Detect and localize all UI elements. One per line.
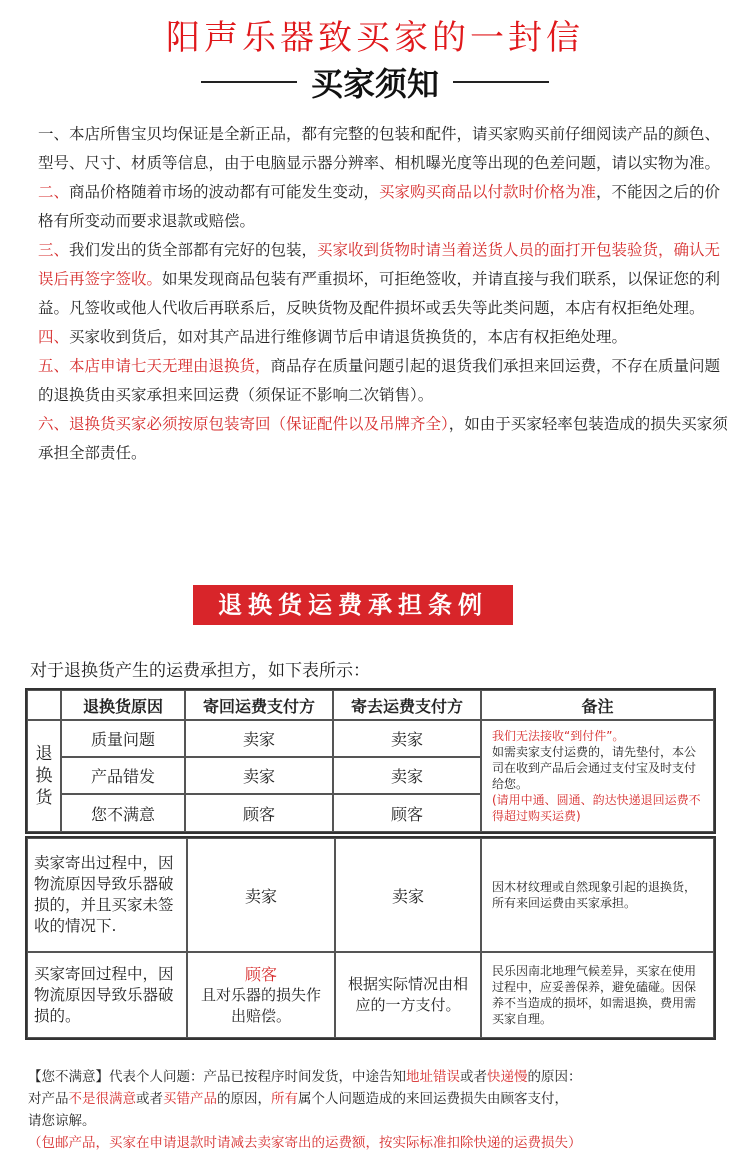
footer-line-3: 请您谅解。: [28, 1113, 96, 1129]
section-heading-text: 买家须知: [310, 65, 439, 103]
return-shipping-table: [25, 688, 716, 834]
table-row-back: 顾客: [185, 794, 333, 832]
table-row-send: 卖家: [333, 757, 481, 794]
seller-shipping-damage-label: 卖家寄出过程中，因物流原因导致乐器破损的，并且买家未签收的情况下.: [27, 838, 187, 952]
remarks-cell: 我们无法接收“到付件”。 如需卖家支付运费的，请先垫付，本公司在收到产品后会通过支付宝及时支付给您。 (请用中通、圆通、韵达快递退回运费不得超过购买运费): [481, 720, 714, 832]
table-intro: 对于退换货产生的运费承担方，如下表所示：: [30, 661, 370, 681]
table-row-send: 顾客: [333, 794, 481, 832]
table-row-back: 卖家: [185, 757, 333, 794]
buyer-shipping-back: 顾客 且对乐器的损失作出赔偿。: [187, 952, 335, 1038]
notice-item-4: 四、买家收到货后，如对其产品进行维修调节后申请退货换货的，本店有权拒绝处理。: [38, 328, 628, 346]
section-heading: [0, 62, 750, 102]
buyer-shipping-damage-label: 买家寄回过程中，因物流原因导致乐器破损的。: [27, 952, 187, 1038]
notice-item-6: 六、退换货买家必须按原包装寄回（保证配件以及吊牌齐全），如由于买家轻率包装造成的损失买家须承担全部责任。: [38, 415, 728, 462]
notice-item-5: 五、本店申请七天无理由退换货，商品存在质量问题引起的退货我们承担来回运费，不存在质量问题的退换货由买家承担来回运费（须保证不影响二次销售）。: [38, 357, 721, 404]
seller-shipping-send: 卖家: [335, 838, 481, 952]
shipping-policy-banner: 退换货运费承担条例: [193, 585, 513, 625]
notice-item-2: 二、商品价格随着市场的波动都有可能发生变动，买家购买商品以付款时价格为准，不能因之后的价格有所变动而要求退款或赔偿。: [38, 183, 721, 230]
climate-note: 民乐因南北地理气候差异，买家在使用过程中，应妥善保养，避免磕碰。因保养不当造成的损坏，如需退换，费用需买家自理。: [481, 952, 714, 1038]
table-row-reason: 产品错发: [61, 757, 185, 794]
buyer-shipping-send: 根据实际情况由相应的一方支付。: [335, 952, 481, 1038]
damage-shipping-table: [25, 836, 716, 1040]
table-header-remarks: 备注: [481, 690, 714, 720]
divider: [201, 81, 297, 83]
footer-notes: [28, 1066, 728, 1154]
footer-line-4: （包邮产品，买家在申请退款时请减去卖家寄出的运费额，按实际标准扣除快递的运费损失）: [28, 1135, 582, 1151]
table-row-back: 卖家: [185, 720, 333, 757]
table-header-send-freight: 寄去运费支付方: [333, 690, 481, 720]
table-header-reason: 退换货原因: [61, 690, 185, 720]
notice-item-1: 一、本店所售宝贝均保证是全新正品，都有完整的包装和配件，请买家购买前仔细阅读产品的颜色、型号、尺寸、材质等信息，由于电脑显示器分辨率、相机曝光度等出现的色差问题，请以实物为准。: [38, 125, 721, 172]
table-row-reason: 质量问题: [61, 720, 185, 757]
footer-line-1: 【您不满意】代表个人问题：产品已按程序时间发货，中途告知地址错误或者快递慢的原因：: [28, 1069, 582, 1085]
seller-shipping-back: 卖家: [187, 838, 335, 952]
buyer-notice-list: [38, 120, 728, 468]
notice-item-3: 三、我们发出的货全部都有完好的包装，买家收到货物时请当着送货人员的面打开包装验货，确认无误后再签字签收。如果发现商品包装有严重损坏，可拒绝签收，并请直接与我们联系，以保证您的利益。凡签收或他人代收后再联系后，反映货物及配件损坏或丢失等此类问题，本店有权拒绝处理。: [38, 241, 721, 317]
wood-grain-note: 因木材纹理或自然现象引起的退换货，所有来回运费由买家承担。: [481, 838, 714, 952]
table-row-send: 卖家: [333, 720, 481, 757]
table-header-corner: [27, 690, 61, 720]
return-exchange-label: 退 换 货: [27, 720, 61, 832]
table-header-return-freight: 寄回运费支付方: [185, 690, 333, 720]
footer-line-2: 对产品不是很满意或者买错产品的原因，所有属个人问题造成的来回运费损失由顾客支付，: [28, 1091, 568, 1107]
divider: [453, 81, 549, 83]
table-row-reason: 您不满意: [61, 794, 185, 832]
page-title: 阳声乐器致买家的一封信: [166, 18, 584, 58]
